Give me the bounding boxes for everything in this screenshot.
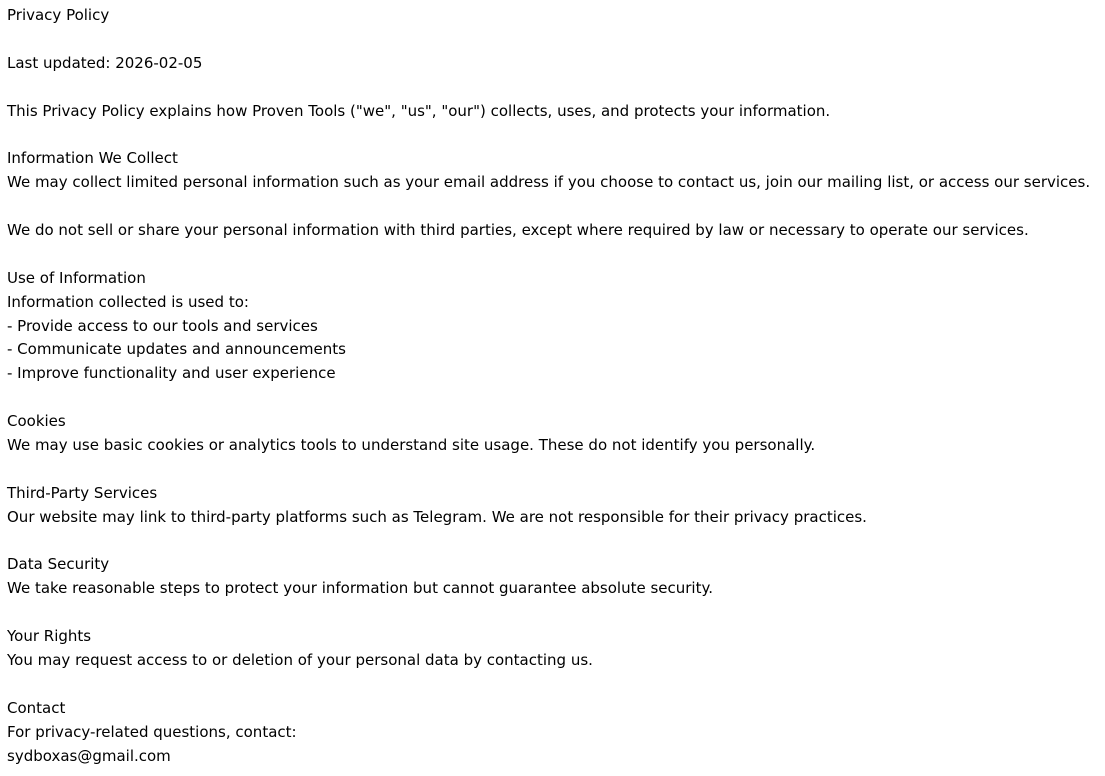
intro-paragraph: This Privacy Policy explains how Proven Tools ("we", "us", "our") collects, uses, and protects your information. [7, 101, 831, 120]
collect-paragraph-2: We do not sell or share your personal information with third parties, except where required by law or necessary to operate our services. [7, 221, 1029, 240]
section-heading-contact: Contact [7, 698, 66, 717]
spacer [7, 386, 1105, 410]
spacer [7, 530, 1105, 554]
section-heading-rights: Your Rights [7, 627, 92, 646]
list-item: - Provide access to our tools and services [7, 316, 318, 335]
section-heading-third-party: Third-Party Services [7, 483, 158, 502]
security-paragraph: We take reasonable steps to protect your information but cannot guarantee absolute security. [7, 579, 713, 598]
spacer [7, 458, 1105, 482]
spacer [7, 195, 1105, 219]
third-party-paragraph: Our website may link to third-party platforms such as Telegram. We are not responsible for their privacy practices. [7, 507, 867, 526]
last-updated: Last updated: 2026-02-05 [7, 53, 203, 72]
rights-paragraph: You may request access to or deletion of your personal data by contacting us. [7, 651, 593, 670]
contact-paragraph: For privacy-related questions, contact: [7, 722, 297, 741]
page-title: Privacy Policy [7, 6, 110, 24]
spacer [7, 673, 1105, 697]
list-item: - Communicate updates and announcements [7, 340, 346, 359]
spacer [7, 28, 1105, 52]
use-lead: Information collected is used to: [7, 292, 249, 311]
section-heading-collect: Information We Collect [7, 149, 178, 168]
contact-email: sydboxas@gmail.com [7, 746, 171, 765]
spacer [7, 601, 1105, 625]
cookies-paragraph: We may use basic cookies or analytics tools to understand site usage. These do not identify you personally. [7, 436, 816, 455]
section-heading-cookies: Cookies [7, 412, 66, 431]
spacer [7, 76, 1105, 100]
spacer [7, 243, 1105, 267]
section-heading-use: Use of Information [7, 268, 146, 287]
list-item: - Improve functionality and user experience [7, 364, 336, 383]
spacer [7, 123, 1105, 147]
section-heading-security: Data Security [7, 555, 110, 574]
collect-paragraph-1: We may collect limited personal information such as your email address if you choose to contact us, join our mailing list, or access our services. [7, 173, 1091, 192]
